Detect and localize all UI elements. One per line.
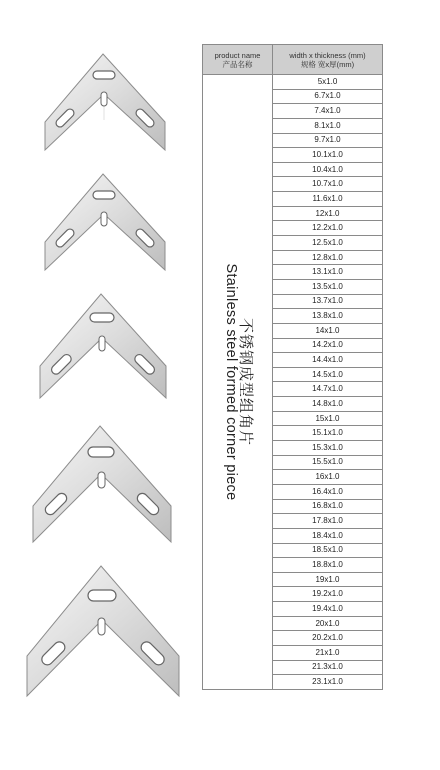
size-cell: 21x1.0 bbox=[273, 645, 383, 660]
size-cell: 16x1.0 bbox=[273, 470, 383, 485]
size-cell: 15x1.0 bbox=[273, 411, 383, 426]
product-name-en: Stainless steel formed corner piece bbox=[222, 263, 239, 501]
size-cell: 20.2x1.0 bbox=[273, 631, 383, 646]
table-body bbox=[203, 75, 383, 690]
size-cell: 16.8x1.0 bbox=[273, 499, 383, 514]
product-name-cn: 不锈钢成型组角片 bbox=[236, 317, 254, 446]
size-cell: 14.8x1.0 bbox=[273, 397, 383, 412]
product-name-header bbox=[203, 45, 273, 75]
size-cell: 7.4x1.0 bbox=[273, 104, 383, 119]
size-cell: 10.7x1.0 bbox=[273, 177, 383, 192]
size-cell: 20x1.0 bbox=[273, 616, 383, 631]
product-images bbox=[0, 0, 200, 770]
table-header-row bbox=[203, 45, 383, 75]
product-name-header-cn: 产品名称 bbox=[222, 59, 253, 69]
size-cell: 12x1.0 bbox=[273, 206, 383, 221]
corner-piece-image-2 bbox=[40, 170, 170, 274]
size-cell: 15.3x1.0 bbox=[273, 441, 383, 456]
size-cell: 15.5x1.0 bbox=[273, 455, 383, 470]
size-cell: 14.4x1.0 bbox=[273, 353, 383, 368]
size-cell: 11.6x1.0 bbox=[273, 192, 383, 207]
size-cell: 14.7x1.0 bbox=[273, 382, 383, 397]
size-cell: 18.4x1.0 bbox=[273, 528, 383, 543]
corner-piece-image-4 bbox=[28, 422, 176, 546]
corner-piece-image-3 bbox=[35, 290, 171, 402]
size-cell: 8.1x1.0 bbox=[273, 118, 383, 133]
size-cell: 19.2x1.0 bbox=[273, 587, 383, 602]
table-row bbox=[203, 75, 383, 90]
size-header-cn: 规格 宽x厚(mm) bbox=[300, 59, 355, 69]
size-cell: 21.3x1.0 bbox=[273, 660, 383, 675]
size-cell: 14x1.0 bbox=[273, 323, 383, 338]
size-header bbox=[273, 45, 383, 75]
size-cell: 13.5x1.0 bbox=[273, 279, 383, 294]
size-header-en: width x thickness (mm) bbox=[289, 50, 366, 60]
product-name-rotated bbox=[222, 192, 254, 572]
size-cell: 19.4x1.0 bbox=[273, 602, 383, 617]
size-cell: 23.1x1.0 bbox=[273, 675, 383, 690]
corner-piece-image-5 bbox=[22, 562, 184, 700]
size-cell: 13.7x1.0 bbox=[273, 294, 383, 309]
size-cell: 14.5x1.0 bbox=[273, 367, 383, 382]
product-name-header-en: product name bbox=[214, 50, 261, 60]
size-cell: 16.4x1.0 bbox=[273, 484, 383, 499]
size-cell: 10.4x1.0 bbox=[273, 162, 383, 177]
size-cell: 12.2x1.0 bbox=[273, 221, 383, 236]
size-cell: 15.1x1.0 bbox=[273, 426, 383, 441]
size-cell: 6.7x1.0 bbox=[273, 89, 383, 104]
spec-table bbox=[202, 44, 383, 690]
size-cell: 13.8x1.0 bbox=[273, 309, 383, 324]
size-cell: 5x1.0 bbox=[273, 75, 383, 90]
size-cell: 9.7x1.0 bbox=[273, 133, 383, 148]
size-cell: 18.8x1.0 bbox=[273, 558, 383, 573]
size-cell: 13.1x1.0 bbox=[273, 265, 383, 280]
size-cell: 10.1x1.0 bbox=[273, 148, 383, 163]
size-cell: 14.2x1.0 bbox=[273, 338, 383, 353]
size-cell: 17.8x1.0 bbox=[273, 514, 383, 529]
corner-piece-image-1 bbox=[40, 50, 170, 154]
size-cell: 18.5x1.0 bbox=[273, 543, 383, 558]
size-cell: 12.5x1.0 bbox=[273, 236, 383, 251]
size-cell: 19x1.0 bbox=[273, 572, 383, 587]
product-name-cell bbox=[203, 75, 273, 690]
size-cell: 12.8x1.0 bbox=[273, 250, 383, 265]
